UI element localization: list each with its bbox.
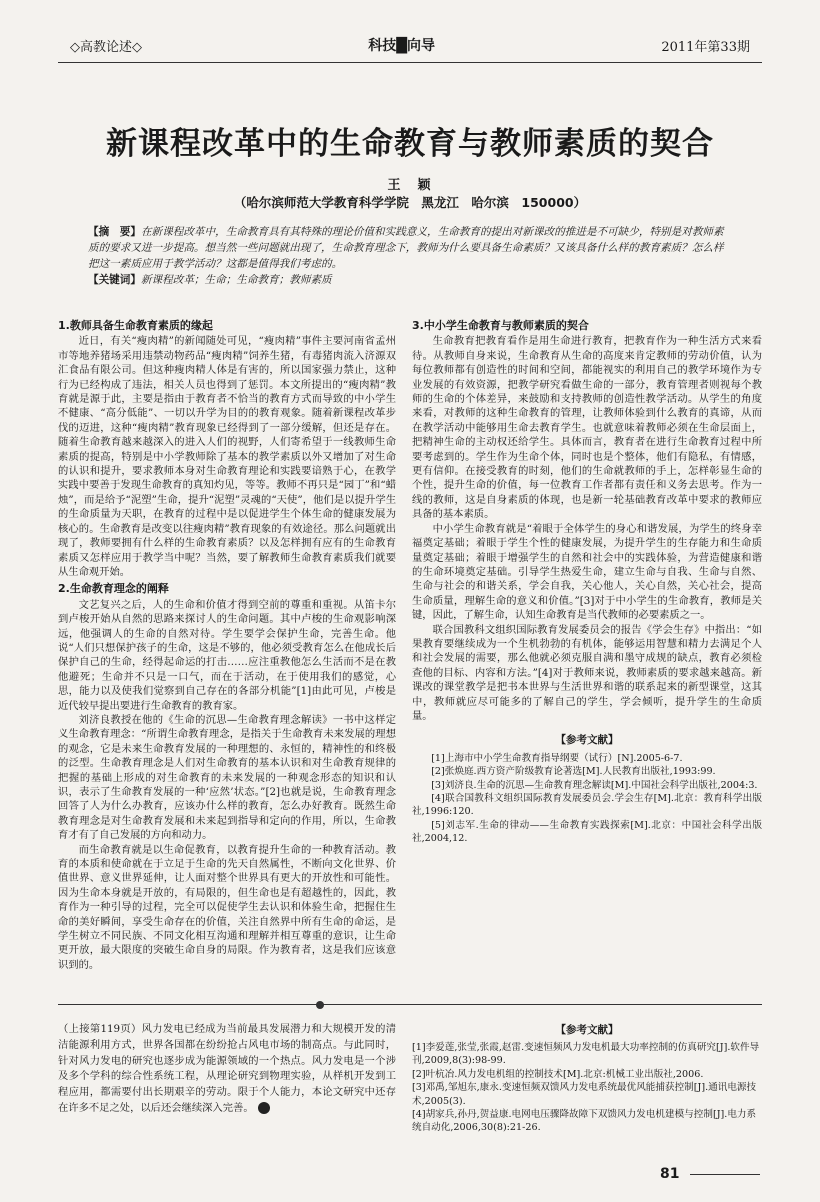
- reference-item: [5]刘志军.生命的律动——生命教育实践探索[M].北京：中国社会科学出版社,2004,12.: [412, 819, 762, 845]
- section-heading-2: 2.生命教育理念的阐释: [58, 582, 169, 596]
- left-column: [58, 316, 396, 972]
- journal-section: ◇高教论述◇: [70, 39, 142, 55]
- keywords-text: 新课程改革；生命；生命教育；教师素质: [140, 274, 332, 286]
- issue-number: 2011年第33期: [661, 39, 750, 55]
- end-mark-icon: [258, 1102, 270, 1114]
- keywords-label: 【关键词】: [88, 274, 141, 286]
- abstract-text: 在新课程改革中，生命教育具有其特殊的理论价值和实践意义，生命教育的提出对新课改的推进是不可缺少，特别是对教师素质的要求又进一步提高。想当然一些问题就出现了，生命教育理念下，教师为什么要具备生命素质？又该具备什么样的教育素质？怎么样把这一素质应用于教学活动？这都是值得我们考虑的。: [88, 226, 724, 270]
- paragraph: 近日，有关“瘦肉精”的新闻随处可见，“瘦肉精”事件主要河南省孟州市等地养猪场采用违禁动物药品“瘦肉精”饲养生猪，有毒猪肉流入济源双汇食品有限公司。但这种瘦肉精人体是有害的，所以国家强力禁止，这种行为已经构成了违法，相关人员也得到了惩罚。本文所提出的“瘦肉精”教育就是源于此，主要是指由于教育者不恰当的教育方式而导致的中小学生不健康、“高分低能”、一切以升学为目的的教育观象。随着新课程改革步伐的迈进，这种“瘦肉精”教育现象已经得到了一部分缓解，但还是存在。随着生命教育越来越深入的进入人们的视野，人们寄希望于一线教师生命素质的提高，特别是中小学教师除了基本的教学素质以外又增加了对生命的认识和提升，要求教师本身对生命教育理论和实践要谙熟于心，在教学实践中要善于发现生命教育的真知灼见，等等。教师不再只是“园丁”和“蜡烛”，而是给予“泥塑”生命，提升“泥塑”灵魂的“天使”，他们是以提升学生的生命质量为天职，在教育的过程中是以促进学生个体生命的健康发展为核心的。生命教育是改变以往瘦肉精”教育现象的有效途径。那么问题就出现了，教师要拥有什么样的生命教育素质？以及怎样拥有应有的生命教育素质又怎样应用于教学当中呢？当然，要了解教师生命教育素质我们就要从生命观开始。: [58, 335, 396, 578]
- running-header: [70, 32, 750, 58]
- continuation-text: （上接第119页）风力发电已经成为当前最具发展潜力和大规模开发的清洁能源利用方式，世界各国都在纷纷抢占风电市场的制高点。与此同时，针对风力发电的研究也逐步成为能源领域的一个热点。风力发电是一个涉及多个学科的综合性系统工程，从理论研究到物理实验，从样机开发到工程应用，都需要付出长期艰辛的劳动。限于个人能力，本论文研究中还存在许多不足之处，以后还会继续深入完善。: [58, 1023, 396, 1114]
- keywords: [88, 272, 732, 288]
- paragraph: 文艺复兴之后，人的生命和价值才得到空前的尊重和重视。从笛卡尔到卢梭开始从自然的思路来探讨人的生命问题。其中卢梭的生命观影响深远，他强调人的生命的自然对待。学生要学会保护生命，完善生命。他说“人们只想保护孩子的生命，这是不够的，他必须受教育怎么在他成长后保护自己的生命，经得起命运的打击……应注重教他怎么生活而不是在教他避死；生命并不只是一口气，而在于活动，在于使用我们的感觉，心思，能力以及使我们觉察到自己存在的各部分机能”[1]由此可见，卢梭是近代较早提出要进行生命教育的教育家。: [58, 598, 396, 712]
- abstract: [88, 224, 732, 272]
- journal-name: 科技█向导: [368, 38, 436, 54]
- author-affiliation: （哈尔滨师范大学教育科学学院 黑龙江 哈尔滨 150000）: [233, 195, 587, 210]
- references-title: 【参考文献】: [555, 1024, 619, 1036]
- author-name: 王 颖: [387, 178, 433, 193]
- reference-item: [2]叶杭冶.风力发电机组的控制技术[M].北京:机械工业出版社,2006.: [412, 1068, 704, 1080]
- reference-item: [1]上海市中小学生命教育指导纲要（试行）[N].2005-6-7.: [431, 752, 683, 764]
- abstract-block: [88, 224, 732, 288]
- page-number: 81: [660, 1166, 680, 1182]
- paragraph: 生命教育把教育看作是用生命进行教育，把教育作为一种生活方式来看待。从教师自身来说，生命教育从生命的高度来肯定教师的劳动价值，认为每位教师都有创造性的时间和空间，都能视实的利用自己的教学环境作为专业发展的有效资源，把教学研究看做生命的一部分，教育管理者则视每个教师的生命的个体差异，来鼓励和支持教师的创造性教学活动。从学生的角度来看，对教师的这种生命教育的管理，让教师体验到什么教育的真谛，从而在教学活动中能够用生命去教育学生。也就意味着教师必须在生命层面上，把精神生命的主动权还给学生。具体而言，教育者在进行生命教育过程中所要考虑到的。学生作为生命个体，同时也是个整体，他们有隐私，有情感，更有信仰。在接受教育的时刻，他们的生命就教师的手上，怎样彰显生命的个性，提升生命的价值，每一位教育工作者都有责任和义务去思考。作为一线的教师，这是自身素质的体现，也是新一轮基础教育改革中要求的教师应具备的基本素质。: [412, 335, 762, 521]
- reference-item: [4]联合国教科文组织国际教育发展委员会.学会生存[M].北京：教育科学出版社,1996:120.: [412, 793, 762, 818]
- right-column: [412, 316, 762, 846]
- page-number-rule: [690, 1174, 760, 1175]
- reference-item: [3]刘济良.生命的沉思—生命教育理念解读[M].中国社会科学出版社,2004:3.: [431, 779, 758, 791]
- continuation-references: [412, 1022, 762, 1135]
- reference-item: [2]张焕庭.西方资产阶级教育论著选[M].人民教育出版社,1993:99.: [431, 766, 716, 778]
- section-heading-1: 1.教师具备生命教育素质的缘起: [58, 319, 213, 332]
- paragraph: 中小学生命教育就是“着眼于全体学生的身心和谐发展，为学生的终身幸福奠定基础；着眼于学生个性的健康发展，为提升学生的生存能力和生命质量奠定基础；着眼于增强学生的自然和社会中的实践体验，为营造健康和谐的生命环境奠定基础。引导学生热爱生命，建立生命与自我、生命与自然、生命与社会的和谐关系，学会自我，关心他人，关心自然，关心社会，提高生命质量，理解生命的意义和价值。”[3]对于中小学生的生命教育，教师是关键，因此，了解生命，认知生命教育是当代教师的必要素质之一。: [412, 522, 762, 622]
- references-title: 【参考文献】: [555, 734, 619, 747]
- separator-dot: [316, 1001, 324, 1009]
- article-title: 新课程改革中的生命教育与教师素质的契合: [106, 126, 714, 162]
- paragraph: 刘济良教授在他的《生命的沉思—生命教育理念解读》一书中这样定义生命教育理念：“所谓生命教育理念，是指关于生命教育未来发展的理想的观念，它是未来生命教育发展的一种理想的、永恒的，精神性的和终极的泛型。生命教育理念是人们对生命教育的基本认识和对生命教育规律的把握的基础上形成的对生命教育的未来发展的一种观念形态的知识和认识，表示了生命教育发展的一种‘应然’状态。”[2]也就是说，生命教育理念回答了人为什么办教育，应该办什么样的教育，怎么办好教育。既然生命教育理念是对生命教育发展和未来起到指导和定向的作用，所以，生命教育才有了自己发展的方向和动力。: [58, 713, 396, 842]
- reference-item: [4]胡家兵,孙丹,贺益康.电网电压骤降故障下双馈风力发电机建模与控制[J].电力系统自动化,2006,30(8):21-26.: [412, 1109, 757, 1134]
- article-separator: [58, 1004, 762, 1005]
- reference-item: [1]李爱莲,张莹,张霞,赵雷.变速恒频风力发电机最大功率控制的仿真研究[J].软件导刊,2009,8(3):98-99.: [412, 1042, 760, 1067]
- continuation-text-block: [58, 1022, 396, 1117]
- reference-item: [3]邓禹,邹旭东,康永.变速恒频双馈风力发电系统最优风能捕获控制[J].通讯电源技术,2005(3).: [412, 1082, 757, 1107]
- header-rule: [58, 62, 762, 63]
- paragraph: 联合国教科文组织国际教育发展委员会的报告《学会生存》中指出：“如果教育要继续成为一个生机勃勃的有机体，能够运用智慧和精力去满足个人和社会发展的需要，那么他就必须克服自满和墨守成规的缺点，教育必须检查他的目标、内容和方法。”[4]对于教师来说，教师素质的要求越来越高。新课改的课堂教学是把书本世界与生活世界和谐的联系起来的新型课堂，这其中，教师就应尽可能多的了解自己的学生，学会倾听，提升学生的生命质量。: [412, 623, 762, 722]
- paragraph: 而生命教育就是以生命促教育，以教育提升生命的一种教育活动。教育的本质和使命就在于立足于生命的先天自然属性，不断向文化世界、价值世界、意义世界延伸，让人面对整个世界具有更大的开放性和可能性。因为生命本身就是开放的，有局限的，但生命也是有超越性的，因此，教育作为一种引导的过程，完全可以促使学生去认识和体验生命，把握住生命的美好瞬间，享受生命存在的价值，关注自然界中所有生命的命运，是学生树立不同民族、不同文化相互沟通和理解并相互尊重的意识，让生命更开放，最大限度的突破生命自身的局限。作为教育者，这是我们应该意识到的。: [58, 843, 396, 971]
- abstract-label: 【摘 要】: [88, 226, 141, 238]
- section-heading-3: 3.中小学生命教育与教师素质的契合: [412, 319, 589, 332]
